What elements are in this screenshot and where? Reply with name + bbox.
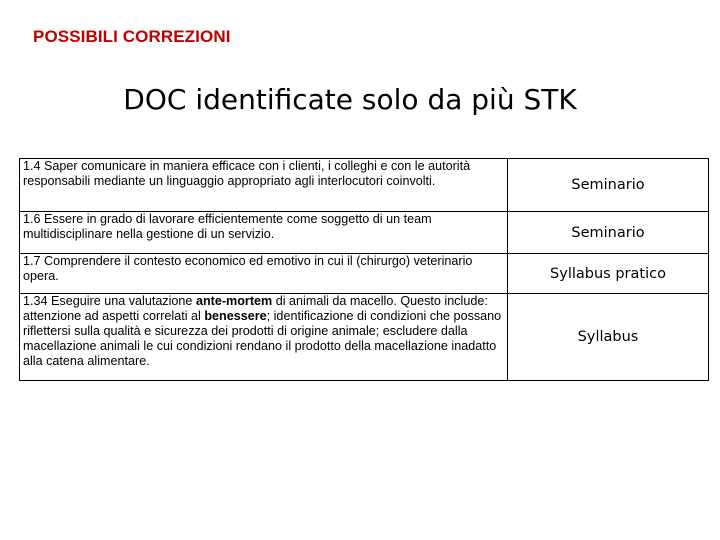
description-text: ; identificazione di condizioni che possano riflettersi sulla qualità e sicurezza dei prodotti di origine animale; escludere dalla macellazione animali le cui condizioni rendano il prodotto della macellazione inadatto alla catena alimentare.: [23, 309, 502, 368]
description-text: 1.6 Essere in grado di lavorare efficientemente come soggetto di un team multidisciplinare nella gestione di un servizio.: [23, 212, 432, 241]
description-text: di animali da macello. Questo include: attenzione ad aspetti correlati al: [23, 294, 488, 323]
table-row: [20, 212, 709, 254]
competency-description: [20, 254, 508, 294]
competency-description: [20, 159, 508, 212]
competency-description: [20, 294, 508, 381]
resolution-cell: Syllabus: [508, 294, 709, 381]
resolution-cell: Syllabus pratico: [508, 254, 709, 294]
bold-term: benessere: [204, 309, 267, 323]
page-title: DOC identificate solo da più STK: [123, 83, 577, 116]
competency-table: [19, 158, 709, 381]
table-row: [20, 294, 709, 381]
table-row: [20, 254, 709, 294]
resolution-cell: Seminario: [508, 159, 709, 212]
description-text: 1.4 Saper comunicare in maniera efficace con i clienti, i colleghi e con le autorità responsabili mediante un linguaggio appropriato agli interlocutori coinvolti.: [23, 159, 471, 188]
table-row: [20, 159, 709, 212]
section-label: POSSIBILI CORREZIONI: [33, 27, 231, 46]
description-text: 1.7 Comprendere il contesto economico ed emotivo in cui il (chirurgo) veterinario opera.: [23, 254, 473, 283]
resolution-cell: Seminario: [508, 212, 709, 254]
bold-term: ante-mortem: [195, 294, 273, 308]
competency-description: [20, 212, 508, 254]
description-text: 1.34 Eseguire una valutazione: [23, 294, 196, 308]
